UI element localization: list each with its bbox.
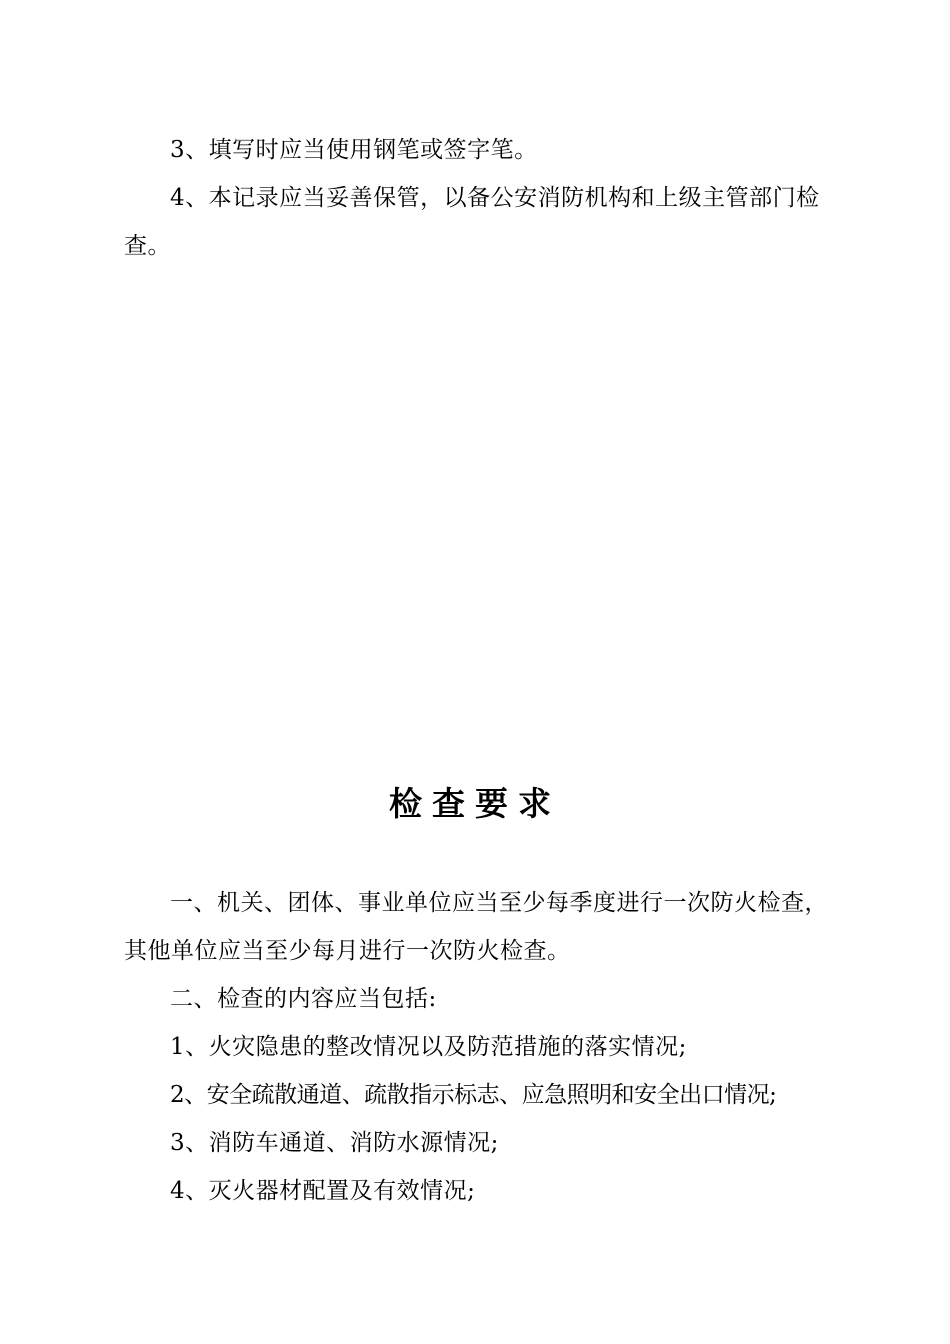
requirement-item-3: 3、消防车通道、消防水源情况; xyxy=(170,1130,499,1156)
requirement-item-4: 4、灭火器材配置及有效情况; xyxy=(170,1178,476,1204)
requirement-content-intro: 二、检查的内容应当包括: xyxy=(170,986,437,1012)
section-title: 检查要求 xyxy=(389,784,561,823)
requirements-body xyxy=(124,879,836,1215)
instruction-item-3: 3、填写时应当使用钢笔或签字笔。 xyxy=(170,137,538,163)
requirement-frequency: 一、机关、团体、事业单位应当至少每季度进行一次防火检查，其他单位应当至少每月进行一次防火检查。 xyxy=(124,890,828,964)
instructions-continued xyxy=(124,126,836,270)
requirement-item-1: 1、火灾隐患的整改情况以及防范措施的落实情况; xyxy=(170,1034,687,1060)
instruction-item-4: 4、本记录应当妥善保管，以备公安消防机构和上级主管部门检查。 xyxy=(124,185,820,259)
requirement-item-2: 2、安全疏散通道、疏散指示标志、应急照明和安全出口情况; xyxy=(170,1082,777,1108)
